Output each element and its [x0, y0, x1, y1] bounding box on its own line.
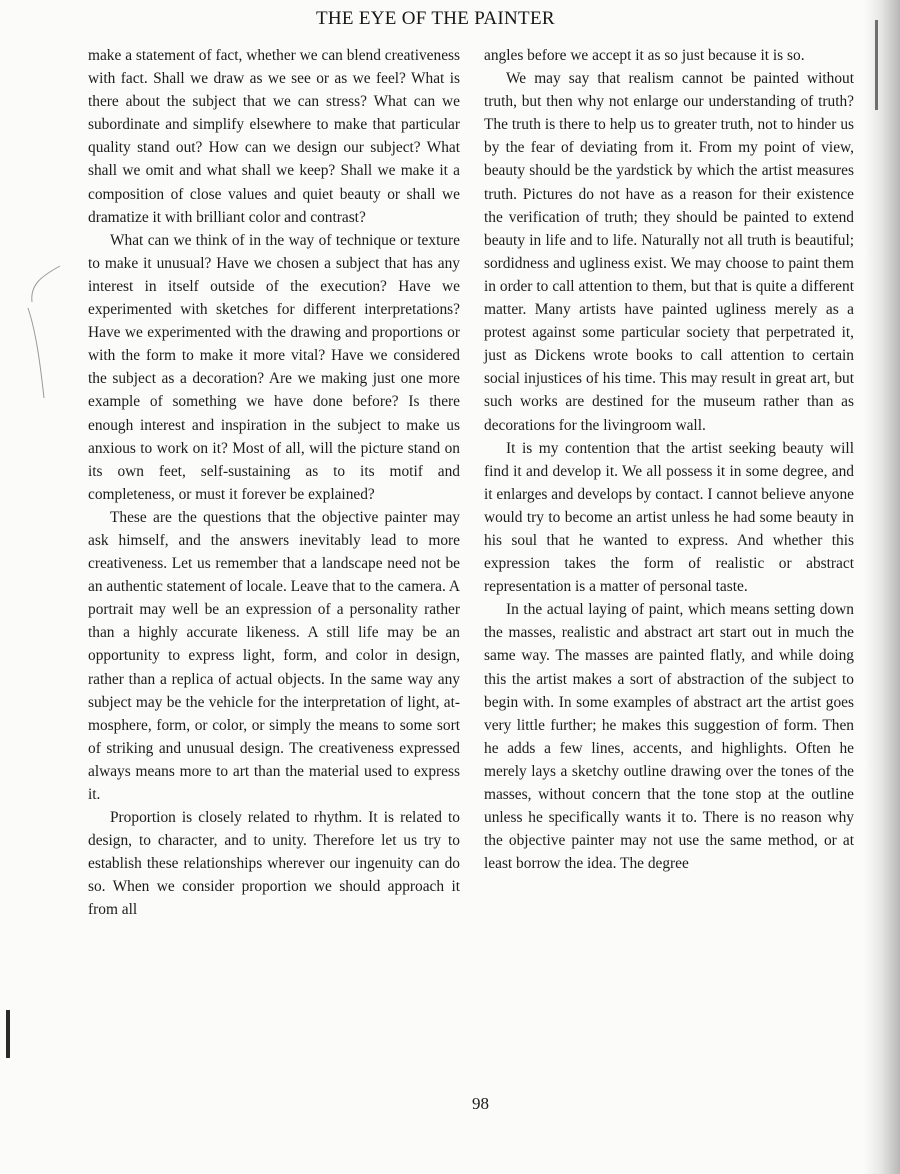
- paragraph: angles before we accept it as so just because it is so.: [484, 47, 805, 64]
- page-number: 98: [472, 1094, 489, 1113]
- right-column: [484, 44, 854, 875]
- paragraph: These are the questions that the objective painter may ask himself, and the answers inevitably lead to more creativeness. Let us remember that a landscape need not be an authentic statement of locale. Leave that to the camera. A portrait may well be an expression of a personality rather than a highly accurate likeness. A still life may be an opportunity to express light, form, and color in design, rather than a replica of actual objects. In the same way any subject may be the vehicle for the interpretation of light, atmosphere, form, or color, or simply the means to some sort of striking and unusual design. The creativeness expressed always means more to art than the material used to express it.: [88, 508, 460, 803]
- binding-shadow: [864, 0, 900, 1174]
- binding-mark: [875, 20, 878, 110]
- scan-edge-mark: [6, 1010, 10, 1058]
- paragraph: make a statement of fact, whether we can blend creativeness with fact. Shall we draw as we see or as we feel? What is there about the subject that we can stress? What can we subordinate and simplify elsewhere to make that particular quality stand out? How can we design our subject? What shall we omit and what shall we keep? Shall we make it a composition of close values and quiet beauty or shall we dramatize it with brilliant color and contrast?: [88, 47, 460, 226]
- paragraph: Proportion is closely related to rhythm. It is related to design, to character, and to unity. Therefore let us try to establish these relationships wherever our ingenuity can do so. When we consider proportion we should approach it from all: [88, 809, 460, 919]
- pencil-margin-mark: [22, 262, 62, 402]
- paragraph: What can we think of in the way of technique or texture to make it unusual? Have we chosen a subject that has any interest in itself outside of the execution? Have we experimented with sketches for different interpretations? Have we experimented with the drawing and proportions or with the form to make it more vital? Have we considered the subject as a decoration? Are we making just one more example of something we have done before? Is there enough interest and inspiration in the subject to make us anxious to work on it? Most of all, will the picture stand on its own feet, self-sustaining as to its motif and completeness, or must it forever be explained?: [88, 231, 460, 503]
- paragraph: It is my contention that the artist seeking beauty will find it and develop it. We all possess it in some degree, and it enlarges and develops by contact. I cannot believe anyone would try to become an artist unless he had some beauty in his soul that he wanted to express. And whether this expression takes the form of realistic or abstract representation is a matter of personal taste.: [484, 439, 854, 596]
- paragraph: We may say that realism cannot be painted without truth, but then why not enlarge our understanding of truth? The truth is there to help us to greater truth, not to hinder us by the fear of deviating from it. From my point of view, beauty should be the yardstick by which the artist measures truth. Pictures do not have as a reason for their existence the verification of truth; they should be painted to extend beauty in life and to life. Naturally not all truth is beautiful; sordidness and ugliness exist. We may choose to paint them in order to call attention to them, but that is quite a different matter. Many artists have painted ugliness merely as a protest against some particular society that perpetrated it, just as Dickens wrote books to call attention to certain social injustices of his time. This may result in great art, but such works are destined for the museum rather than as decorations for the livingroom wall.: [484, 70, 854, 434]
- paragraph: In the actual laying of paint, which means setting down the masses, realistic and abstract art start out in much the same way. The masses are painted flatly, and while doing this the artist makes a sort of abstraction of the subject to begin with. In some examples of abstract art the artist goes very little further; he makes this suggestion of form. Then he adds a few lines, accents, and highlights. Often he merely lays a sketchy outline drawing over the tones of the masses, without concern that the tone stop at the outline unless he specifically wants it to. There is no reason why the objective painter may not use the same method, or at least borrow the idea. The degree: [484, 601, 854, 873]
- running-title: THE EYE OF THE PAINTER: [316, 8, 555, 29]
- left-column: [88, 44, 460, 922]
